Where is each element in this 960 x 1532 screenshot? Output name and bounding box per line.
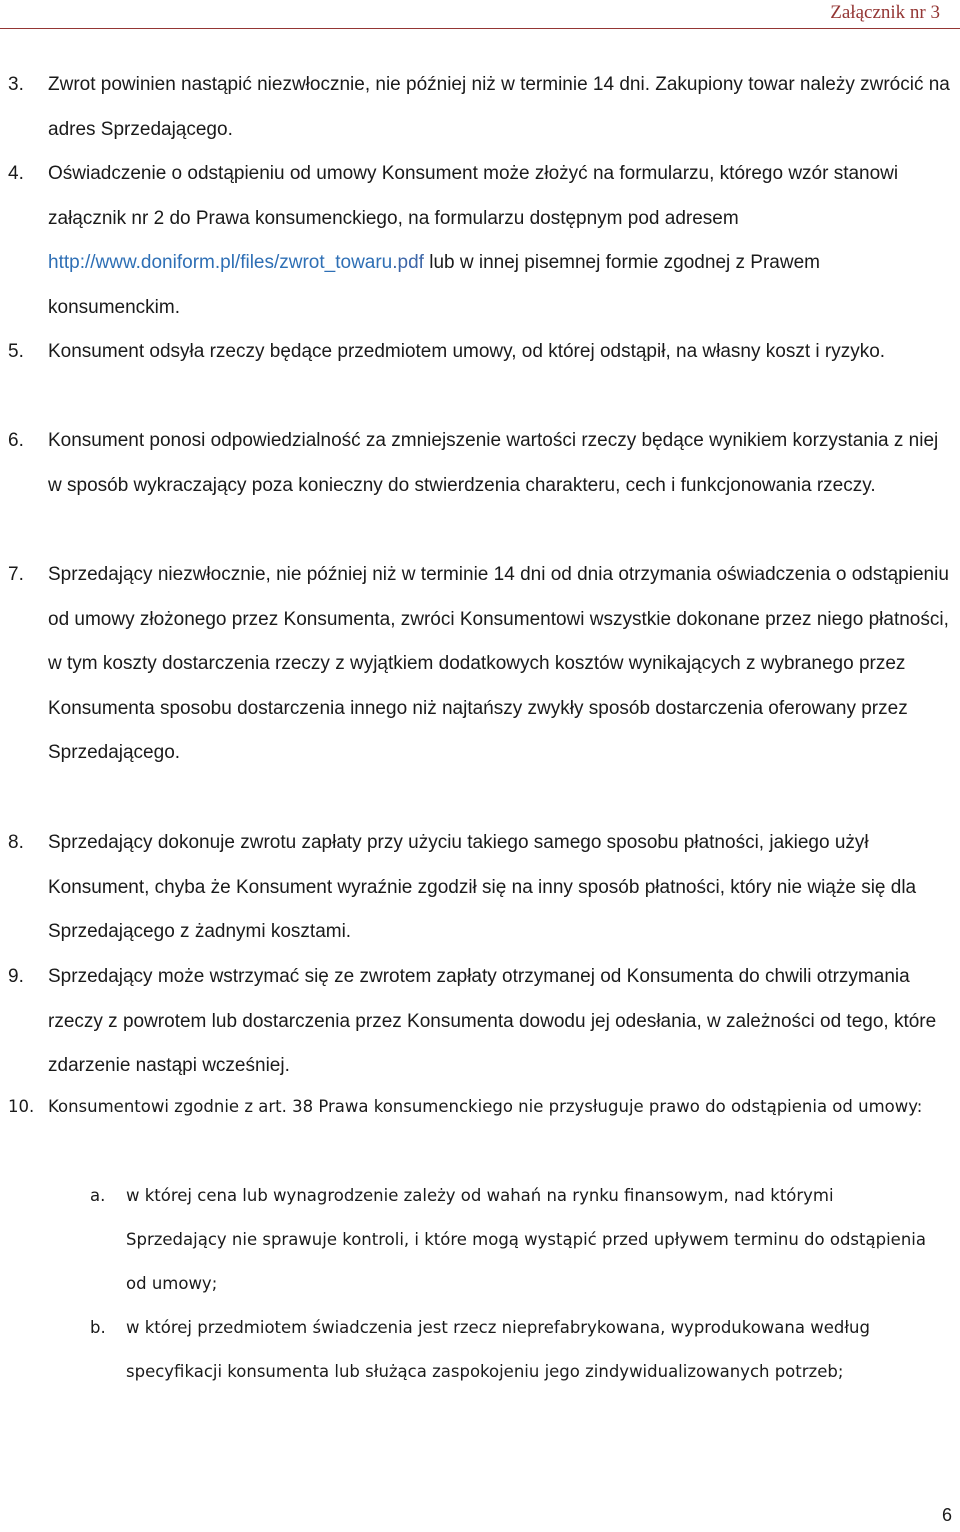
form-link[interactable]: http://www.doniform.pl/files/zwrot_towaru (48, 252, 393, 273)
item-number: 3. (8, 74, 24, 95)
item-number: 4. (8, 163, 24, 184)
item-text: Konsument odsyła rzeczy będące przedmiotem umowy, od której odstąpił, na własny koszt i ryzyko. (48, 341, 886, 362)
item-text: Zwrot powinien nastąpić niezwłocznie, nie później niż w terminie 14 dni. Zakupiony towar należy zwrócić na adres Sprzedającego. (48, 74, 950, 140)
item-number: 5. (8, 341, 24, 362)
item-number: 8. (8, 832, 24, 853)
item-number: 6. (8, 430, 24, 451)
item-number: 10. (8, 1097, 35, 1116)
item-text: Sprzedający niezwłocznie, nie później niż w terminie 14 dni od dnia otrzymania oświadczenia o odstąpieniu od umowy złożonego przez Konsumenta, zwróci Konsumentowi wszystkie dokonane przez niego płatności, w tym koszty dostarczenia rzeczy z wyjątkiem dodatkowych kosztów wynikających z wybranego przez Konsumenta sposobu dostarczenia innego niż najtańszy zwykły sposób dostarczenia oferowany przez Sprzedającego. (48, 564, 949, 763)
sub-item-letter: a. (90, 1186, 106, 1205)
sub-item-letter: b. (90, 1318, 106, 1337)
item-text: Oświadczenie o odstąpieniu od umowy Konsument może złożyć na formularzu, którego wzór stanowi załącznik nr 2 do Prawa konsumenckiego, na formularzu dostępnym pod adresem http://www.doniform.pl/files/zwrot_towaru.pdf lub w innej pisemnej formie zgodnej z Prawem konsumenckim. (48, 163, 899, 318)
item-text: Sprzedający może wstrzymać się ze zwrotem zapłaty otrzymanej od Konsumenta do chwili otrzymania rzeczy z powrotem lub dostarczenia przez Konsumenta dowodu jej odesłania, w zależności od tego, które zdarzenie nastąpi wcześniej. (48, 966, 937, 1076)
item-text: Sprzedający dokonuje zwrotu zapłaty przy użyciu takiego samego sposobu płatności, jakiego użył Konsument, chyba że Konsument wyraźnie zgodził się na inny sposób płatności, który nie wiąże się dla Sprzedającego z żadnymi kosztami. (48, 832, 917, 942)
item-text: Konsumentowi zgodnie z art. 38 Prawa konsumenckiego nie przysługuje prawo do odstąpienia od umowy: (48, 1097, 923, 1116)
sub-item-text: w której cena lub wynagrodzenie zależy od wahań na rynku finansowym, nad którymi Sprzedający nie sprawuje kontroli, i które mogą wystąpić przed upływem terminu do odstąpienia od umowy; (126, 1186, 926, 1293)
page-header-title: Załącznik nr 3 (830, 2, 940, 23)
page-number: 6 (941, 1505, 952, 1525)
header-divider (0, 28, 960, 29)
form-link-extension[interactable]: .pdf (392, 252, 424, 273)
sub-item-text: w której przedmiotem świadczenia jest rzecz nieprefabrykowana, wyprodukowana według specyfikacji konsumenta lub służąca zaspokojeniu jego zindywidualizowanych potrzeb; (126, 1318, 870, 1381)
item-text: Konsument ponosi odpowiedzialność za zmniejszenie wartości rzeczy będące wynikiem korzystania z niej w sposób wykraczający poza konieczny do stwierdzenia charakteru, cech i funkcjonowania rzeczy. (48, 430, 939, 496)
item-number: 7. (8, 564, 24, 585)
item-number: 9. (8, 966, 24, 987)
